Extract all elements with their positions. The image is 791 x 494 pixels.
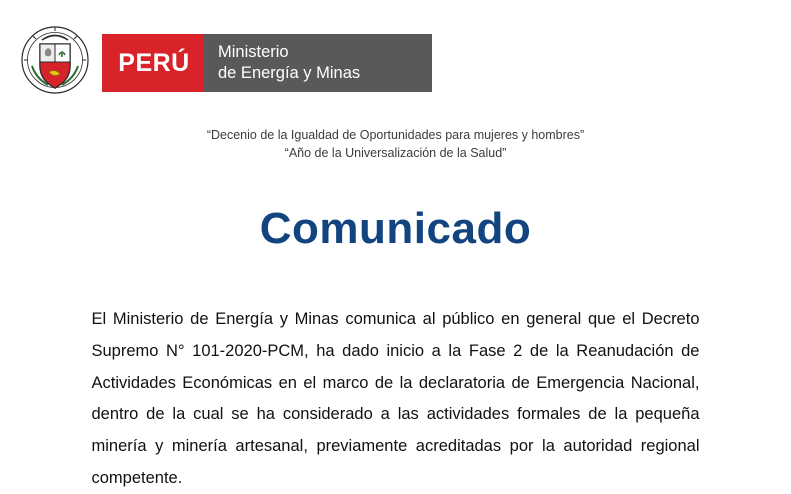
document-header: [0, 0, 791, 104]
ministry-line-1: Ministerio: [218, 42, 289, 61]
ministry-line-2: de Energía y Minas: [218, 64, 361, 82]
slogan-line-2: “Año de la Universalización de la Salud”: [284, 146, 507, 161]
ministry-name-block: [204, 34, 432, 92]
document-body: [92, 304, 700, 494]
ministry-logo: [102, 34, 432, 92]
peru-brand-block: [102, 34, 204, 92]
peru-brand-label: PERÚ: [118, 48, 190, 77]
slogan-block: [0, 126, 791, 162]
body-paragraph: El Ministerio de Energía y Minas comunica al público en general que el Decreto Supremo N° 101-2020-PCM, ha dado inicio a la Fase 2 de la Reanudación de Actividades Económicas en el marco de la declaratoria de Emergencia Nacional, dentro de la cual se ha considerado a las actividades formales de la pequeña minería y minería artesanal, previamente acreditadas por la autoridad regional competente.: [91, 310, 700, 487]
page-title: Comunicado: [259, 204, 532, 254]
peru-coat-of-arms-icon: [18, 22, 92, 104]
slogan-line-1: “Decenio de la Igualdad de Oportunidades para mujeres y hombres”: [206, 128, 585, 142]
